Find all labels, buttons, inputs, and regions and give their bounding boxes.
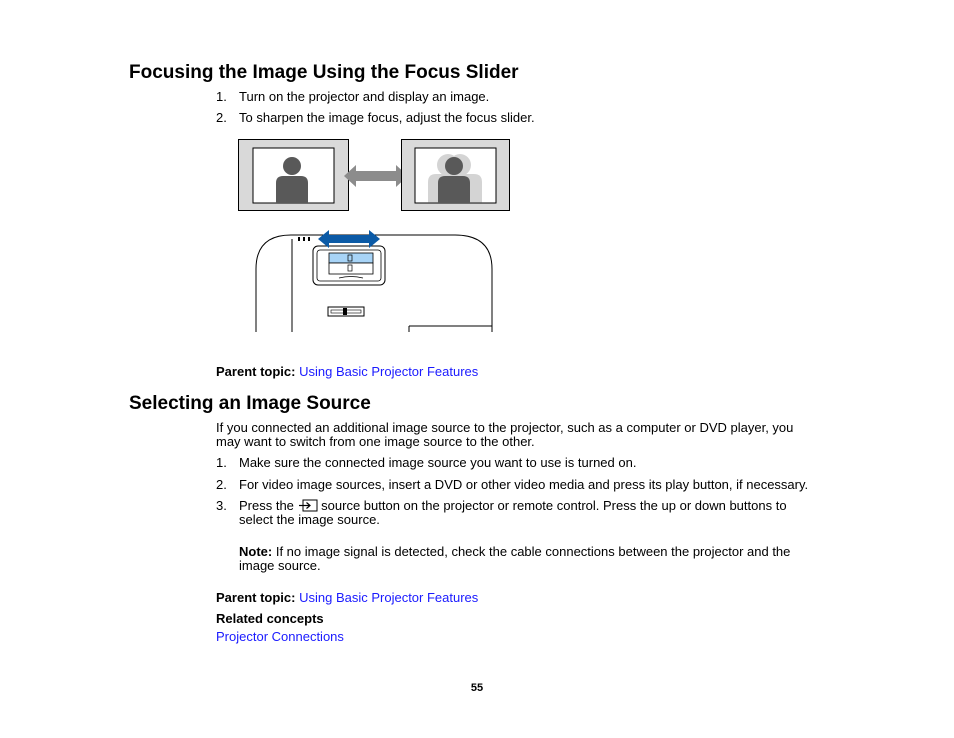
step-text: Make sure the connected image source you want to use is turned on. xyxy=(239,455,637,470)
step-text: For video image sources, insert a DVD or other video media and press its play button, if necessary. xyxy=(239,477,809,492)
source-button-icon xyxy=(298,499,318,512)
step-number: 1. xyxy=(216,89,227,104)
sharp-image-frame xyxy=(239,140,349,211)
focus-comparison-figure xyxy=(238,139,511,212)
step-text: Turn on the projector and display an image. xyxy=(239,89,490,104)
note-text: If no image signal is detected, check the cable connections between the projector and the xyxy=(275,544,791,559)
step-text xyxy=(239,499,787,513)
parent-topic-link[interactable]: Using Basic Projector Features xyxy=(299,590,479,605)
step-number: 1. xyxy=(216,455,227,470)
parent-topic-line xyxy=(216,365,478,379)
step-text-after: source button on the projector or remote control. Press the up or down buttons to xyxy=(321,498,787,513)
focus-slider-panel xyxy=(313,246,385,285)
parent-topic-label: Parent topic: xyxy=(216,364,296,379)
double-arrow-icon xyxy=(344,165,408,187)
parent-topic-line xyxy=(216,591,478,605)
step-number: 2. xyxy=(216,477,227,492)
page-number: 55 xyxy=(470,682,484,694)
step-text-before: Press the xyxy=(239,498,294,513)
intro-text: If you connected an additional image source to the projector, such as a computer or DVD player, you xyxy=(216,420,794,435)
related-concepts-link[interactable]: Projector Connections xyxy=(216,629,344,644)
note-text: image source. xyxy=(239,558,321,573)
related-concepts-label: Related concepts xyxy=(216,611,324,626)
parent-topic-label: Parent topic: xyxy=(216,590,296,605)
section-heading-source: Selecting an Image Source xyxy=(129,393,371,414)
step-number: 3. xyxy=(216,498,227,513)
blue-double-arrow-icon xyxy=(318,230,380,248)
parent-topic-link[interactable]: Using Basic Projector Features xyxy=(299,364,479,379)
note-label: Note: xyxy=(239,544,273,559)
blurry-image-frame xyxy=(402,140,510,211)
section-heading-focus: Focusing the Image Using the Focus Slider xyxy=(129,62,519,83)
zoom-slider xyxy=(328,307,364,316)
step-text: select the image source. xyxy=(239,512,380,527)
step-number: 2. xyxy=(216,110,227,125)
projector-focus-slider-figure xyxy=(255,229,495,333)
intro-text: may want to switch from one image source to the other. xyxy=(216,434,535,449)
note-line xyxy=(239,545,790,559)
vent-marks xyxy=(298,237,310,241)
step-text: To sharpen the image focus, adjust the focus slider. xyxy=(239,110,535,125)
